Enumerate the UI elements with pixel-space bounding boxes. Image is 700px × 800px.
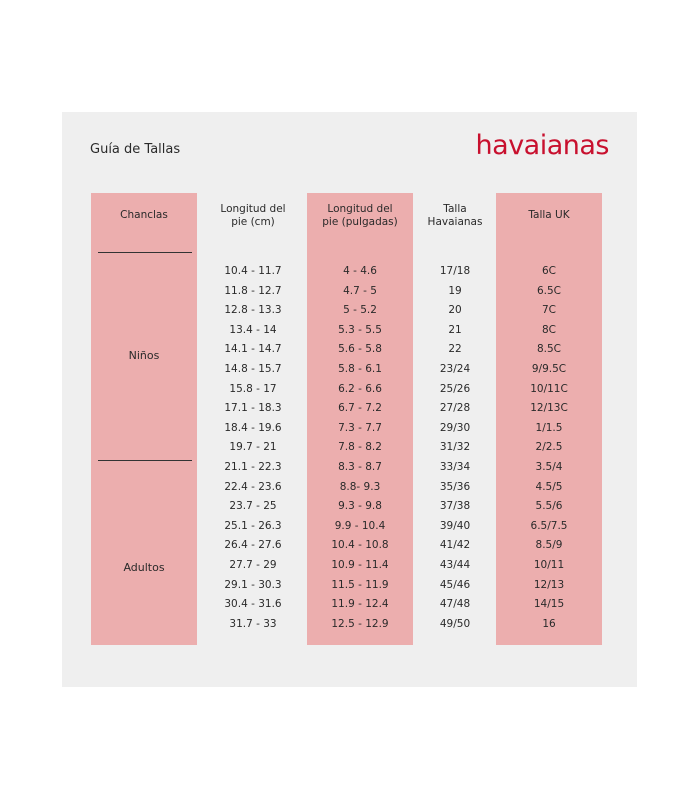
page-title: Guía de Tallas [90,142,181,157]
header-havaianas [421,203,489,229]
havaianas-size-cell: 45/46 [439,578,471,591]
havaianas-size-cell: 41/42 [439,539,471,552]
uk-size-cell: 6.5C [536,284,562,297]
havaianas-size-cell: 33/34 [439,460,471,473]
cm-cell: 13.4 - 14 [229,323,277,336]
cm-cell: 26.4 - 27.6 [224,539,282,552]
uk-size-cell: 5.5/6 [535,500,563,513]
havaianas-size-cell: 20 [448,304,462,317]
uk-size-cell: 3.5/4 [535,460,563,473]
havaianas-size-cell: 49/50 [439,617,471,630]
uk-size-cell: 16 [542,617,556,630]
uk-size-cell: 6.5/7.5 [530,519,568,532]
havaianas-size-cell: 43/44 [439,558,471,571]
header-havaianas-line2: Havaianas [427,216,483,228]
havaianas-size-cell: 35/36 [439,480,471,493]
size-guide-card [62,112,637,687]
inches-cell: 7.8 - 8.2 [338,441,382,454]
inches-cell: 5.8 - 6.1 [338,362,382,375]
header-inches [307,203,413,229]
cm-cell: 22.4 - 23.6 [224,480,282,493]
havaianas-size-cell: 21 [448,323,462,336]
havaianas-size-cell: 22 [448,343,462,356]
cm-cell: 31.7 - 33 [229,617,277,630]
cm-cell: 19.7 - 21 [229,441,277,454]
havaianas-column [421,262,489,634]
cm-cell: 14.1 - 14.7 [224,343,282,356]
header-cm-line2: pie (cm) [231,216,275,228]
header-havaianas-line1: Talla [443,203,467,215]
divider-top [98,252,192,253]
cm-cell: 15.8 - 17 [229,382,277,395]
cm-cell: 14.8 - 15.7 [224,362,282,375]
havaianas-size-cell: 47/48 [439,598,471,611]
uk-size-cell: 12/13C [530,402,568,415]
cm-cell: 12.8 - 13.3 [224,304,282,317]
havaianas-size-cell: 17/18 [439,265,471,277]
cm-cell: 30.4 - 31.6 [224,598,282,611]
group-label-adults: Adultos [123,561,165,574]
inches-cell: 4 - 4.6 [343,265,377,277]
inches-cell: 6.2 - 6.6 [338,382,382,395]
uk-size-cell: 8C [541,323,556,336]
header-uk: Talla UK [528,209,570,221]
havaianas-size-cell: 19 [448,284,462,297]
uk-size-cell: 8.5C [536,343,562,356]
inches-cell: 4.7 - 5 [343,284,377,297]
uk-size-cell: 9/9.5C [531,362,567,375]
header-cm [207,203,299,229]
cm-cell: 27.7 - 29 [229,558,277,571]
chanclas-column-bg [91,193,197,645]
brand-logo: havaianas [475,130,609,161]
cm-cell: 17.1 - 18.3 [224,402,282,415]
cm-column [207,262,299,634]
cm-cell: 10.4 - 11.7 [224,265,282,277]
uk-column [496,262,602,634]
cm-cell: 18.4 - 19.6 [224,421,282,434]
uk-size-cell: 10/11 [533,558,565,571]
inches-cell: 5.3 - 5.5 [338,323,382,336]
havaianas-size-cell: 25/26 [439,382,471,395]
inches-cell: 8.8- 9.3 [339,480,381,493]
inches-cell: 10.4 - 10.8 [331,539,389,552]
inches-cell: 5.6 - 5.8 [338,343,382,356]
inches-cell: 8.3 - 8.7 [338,460,382,473]
inches-column [307,262,413,634]
inches-cell: 9.9 - 10.4 [334,519,386,532]
inches-cell: 6.7 - 7.2 [338,402,382,415]
uk-size-cell: 8.5/9 [535,539,563,552]
inches-cell: 10.9 - 11.4 [331,558,389,571]
inches-cell: 12.5 - 12.9 [331,617,389,630]
cm-cell: 21.1 - 22.3 [224,460,282,473]
header-inches-line2: pie (pulgadas) [322,216,398,228]
inches-cell: 11.9 - 12.4 [331,598,389,611]
group-label-kids: Niños [128,349,160,362]
uk-size-cell: 2/2.5 [535,441,563,454]
uk-size-cell: 14/15 [533,598,565,611]
header-inches-line1: Longitud del [327,203,393,215]
havaianas-size-cell: 37/38 [439,500,471,513]
inches-cell: 11.5 - 11.9 [331,578,389,591]
uk-size-cell: 7C [541,304,556,317]
havaianas-size-cell: 27/28 [439,402,471,415]
header-chanclas: Chanclas [120,209,168,221]
uk-size-cell: 10/11C [530,382,568,395]
havaianas-size-cell: 31/32 [439,441,471,454]
havaianas-size-cell: 23/24 [439,362,471,375]
cm-cell: 29.1 - 30.3 [224,578,282,591]
inches-cell: 9.3 - 9.8 [338,500,382,513]
uk-size-cell: 1/1.5 [535,421,563,434]
cm-cell: 25.1 - 26.3 [224,519,282,532]
cm-cell: 11.8 - 12.7 [224,284,282,297]
havaianas-size-cell: 29/30 [439,421,471,434]
havaianas-size-cell: 39/40 [439,519,471,532]
cm-cell: 23.7 - 25 [229,500,277,513]
uk-size-cell: 6C [541,265,556,277]
divider-middle [98,460,192,461]
header-cm-line1: Longitud del [220,203,286,215]
uk-size-cell: 4.5/5 [535,480,563,493]
inches-cell: 5 - 5.2 [343,304,377,317]
inches-cell: 7.3 - 7.7 [338,421,382,434]
uk-size-cell: 12/13 [533,578,565,591]
